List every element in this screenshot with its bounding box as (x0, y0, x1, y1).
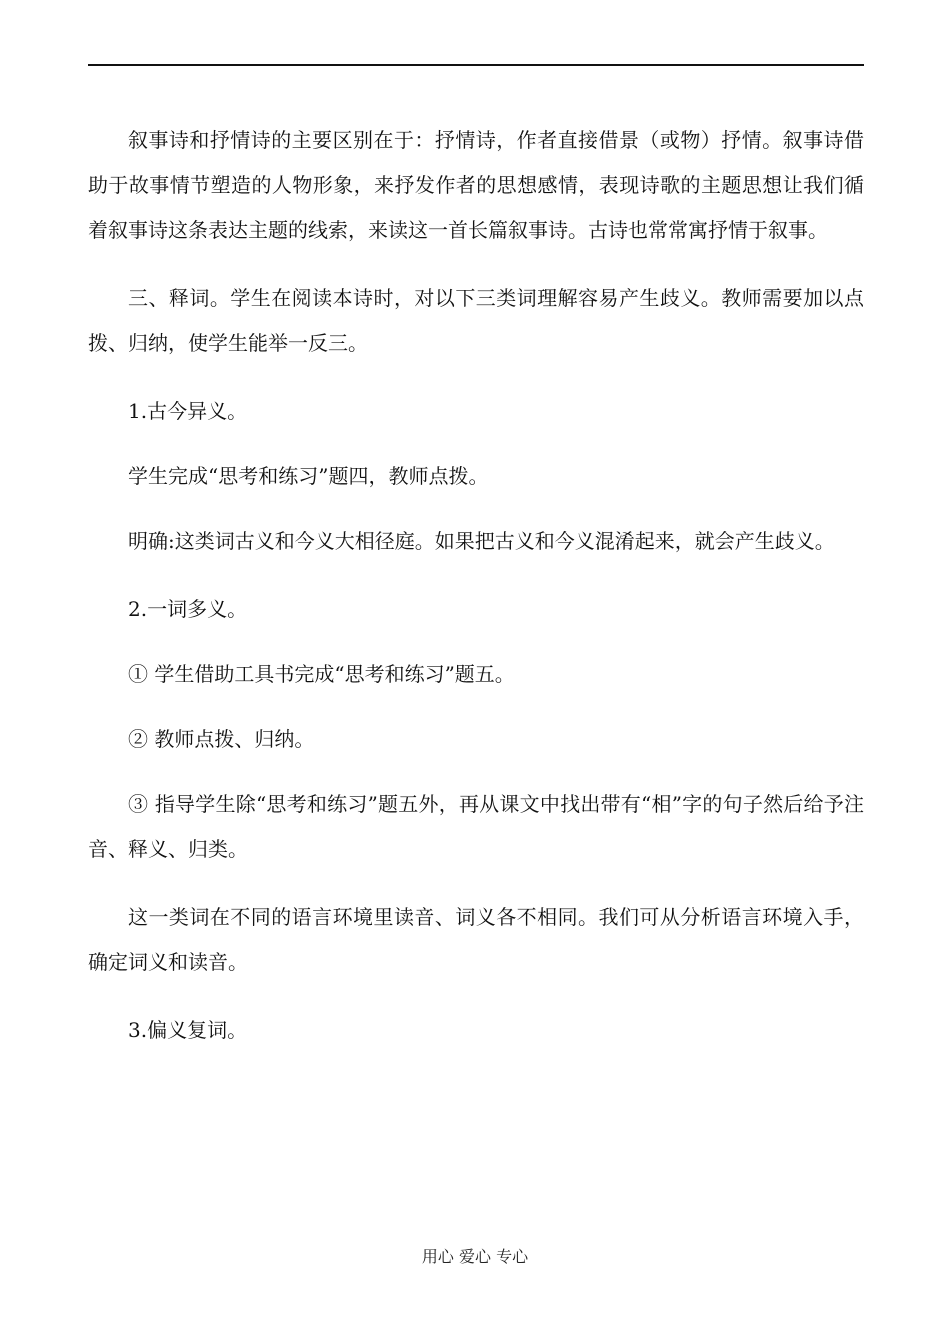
page-footer: 用心 爱心 专心 (421, 1247, 529, 1266)
paragraph-clarification: 明确:这类词古义和今义大相径庭。如果把古义和今义混淆起来，就会产生歧义。 (128, 529, 835, 553)
document-body (88, 118, 864, 1073)
paragraph-exercise-four: 学生完成“思考和练习”题四，教师点拨。 (128, 464, 489, 488)
heading-polysemy: 2.一词多义。 (128, 597, 248, 621)
list-item-step-3: ③ 指导学生除“思考和练习”题五外，再从课文中找出带有“相”字的句子然后给予注音、释义、归类。 (88, 792, 864, 861)
paragraph-narrative-vs-lyric: 叙事诗和抒情诗的主要区别在于：抒情诗，作者直接借景（或物）抒情。叙事诗借助于故事情节塑造的人物形象，来抒发作者的思想感情，表现诗歌的主题思想让我们循着叙事诗这条表达主题的线索，来读这一首长篇叙事诗。古诗也常常寓抒情于叙事。 (88, 128, 864, 242)
heading-ancient-modern-meaning: 1.古今异义。 (128, 399, 248, 423)
paragraph-word-explanation: 三、释词。学生在阅读本诗时，对以下三类词理解容易产生歧义。教师需要加以点拨、归纳，使学生能举一反三。 (88, 286, 864, 355)
heading-partial-compound: 3.偏义复词。 (128, 1018, 248, 1042)
list-item-step-1: ① 学生借助工具书完成“思考和练习”题五。 (128, 662, 515, 686)
header-rule (88, 64, 864, 66)
list-item-step-2: ② 教师点拨、归纳。 (128, 727, 315, 751)
paragraph-context-analysis: 这一类词在不同的语言环境里读音、词义各不相同。我们可从分析语言环境入手，确定词义和读音。 (88, 905, 864, 974)
